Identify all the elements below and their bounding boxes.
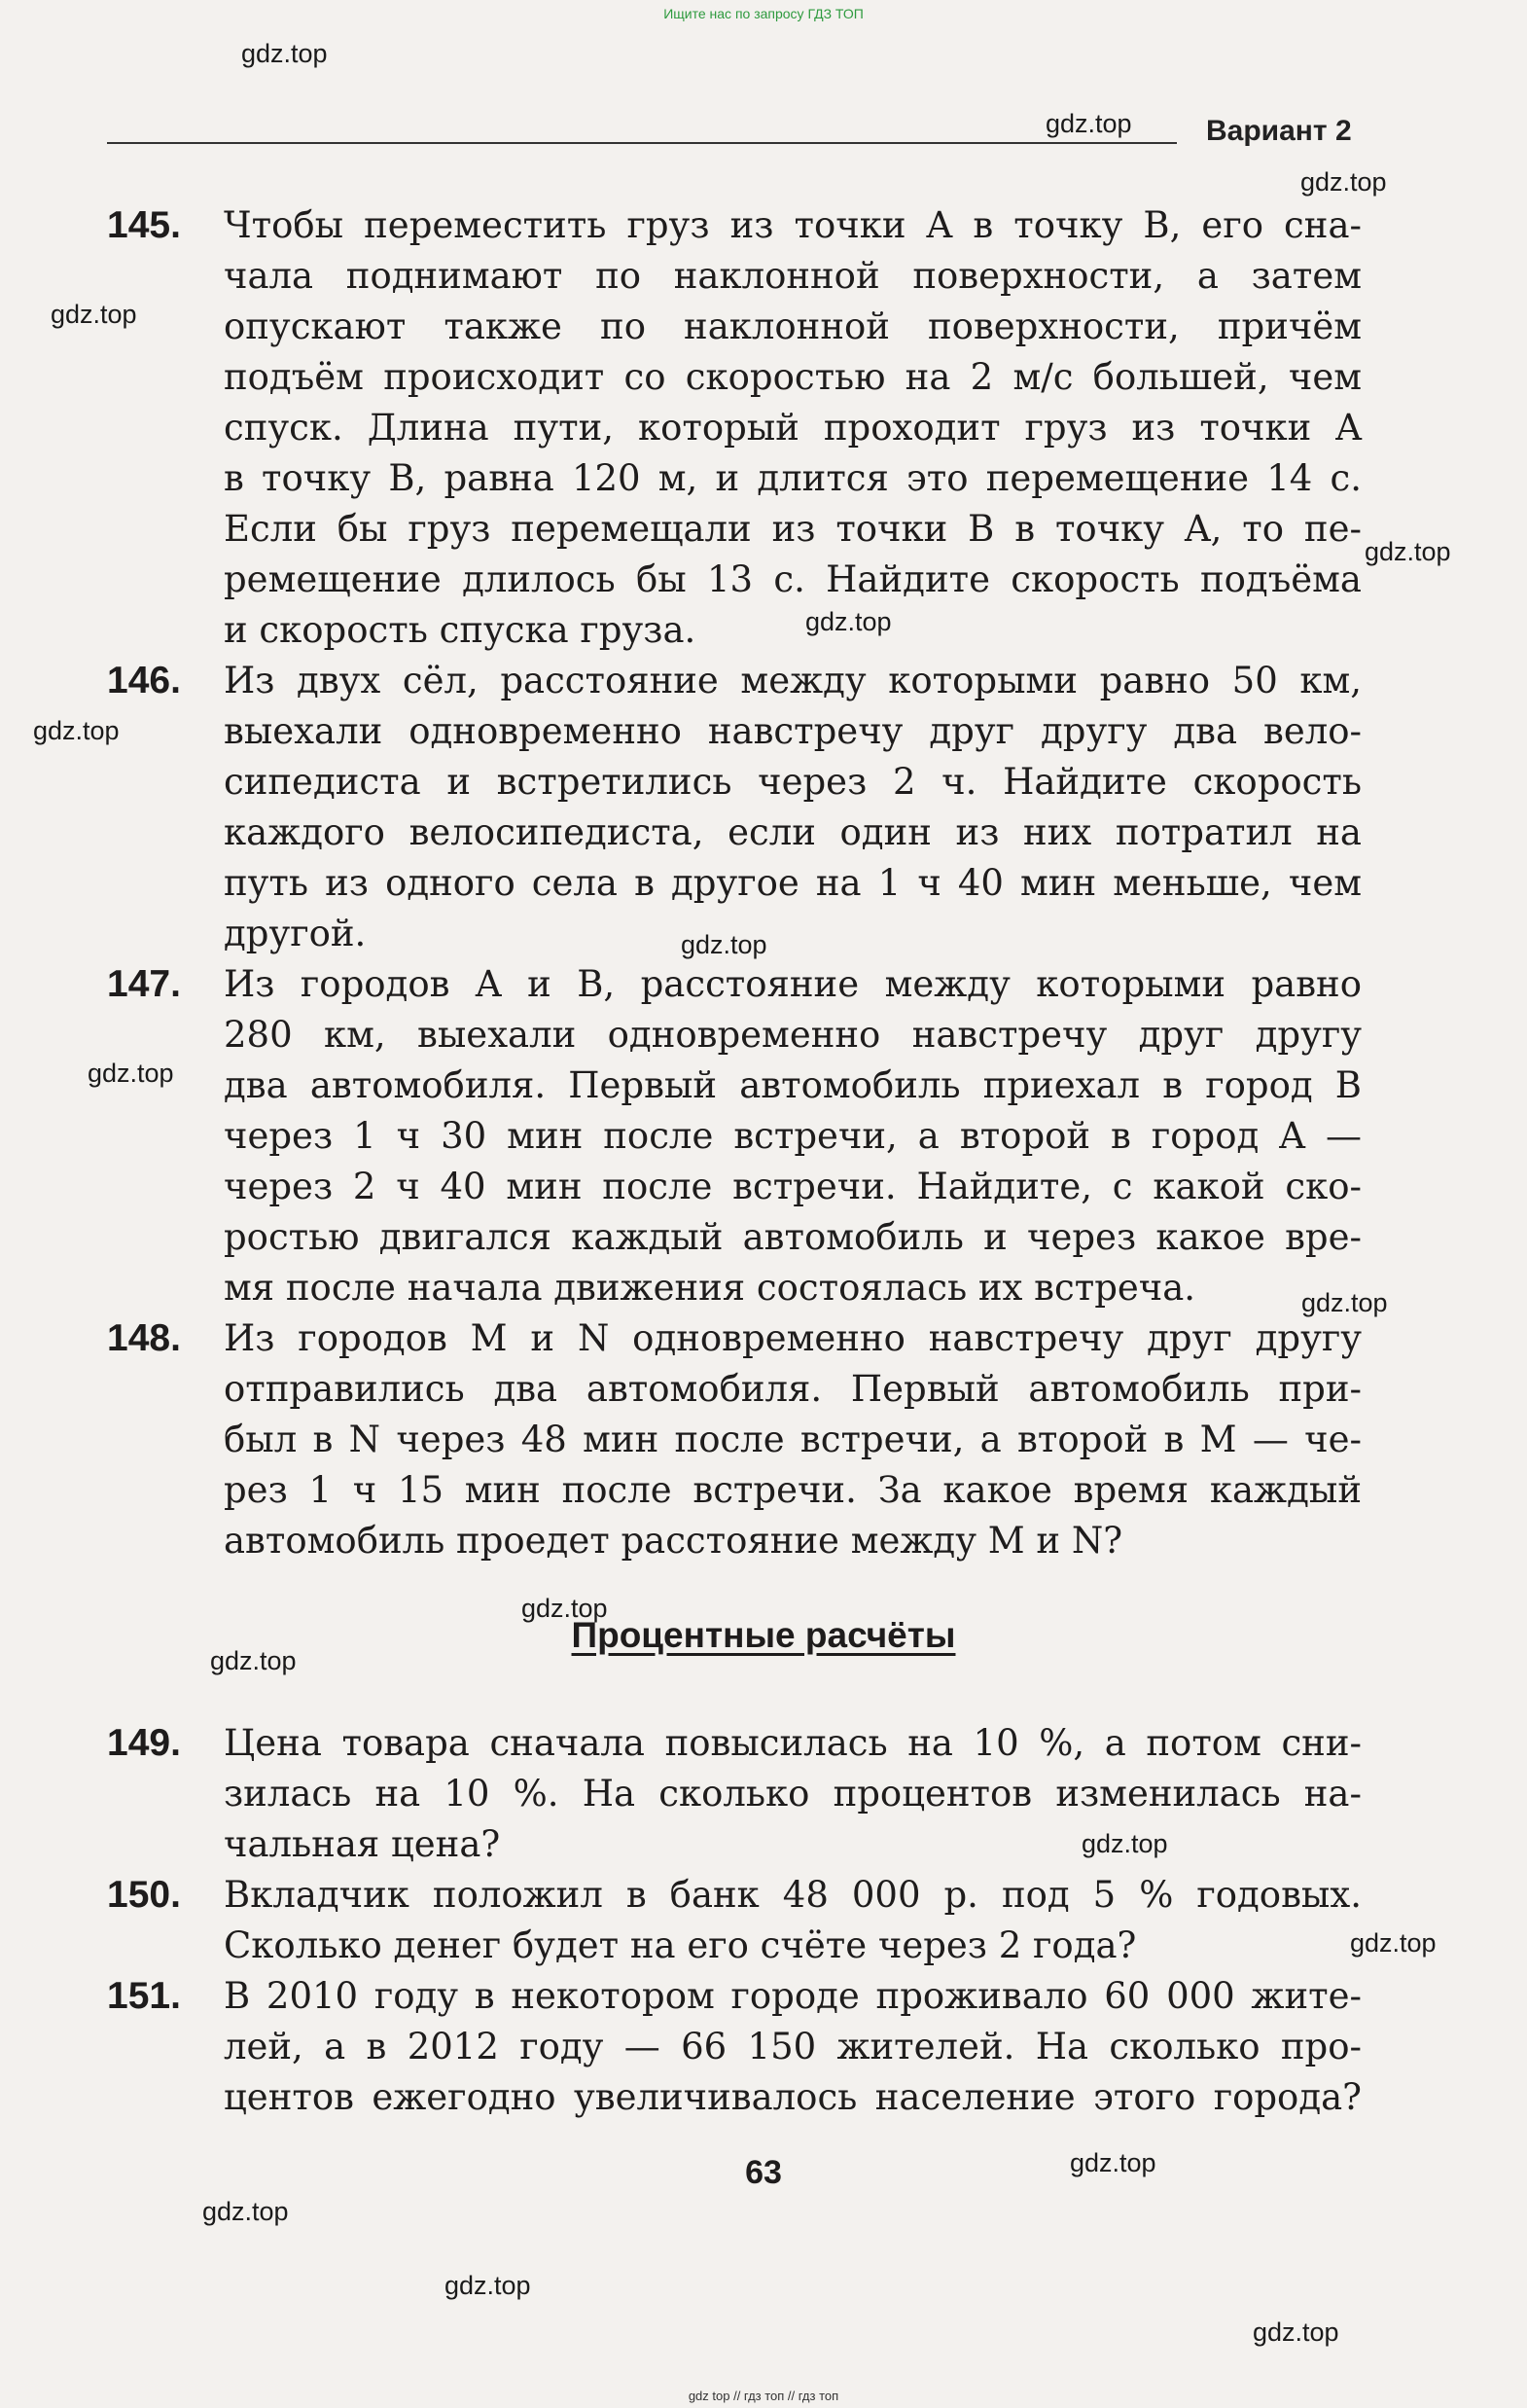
- watermark: gdz.top: [1365, 537, 1451, 566]
- problem-text: [224, 959, 1362, 1313]
- problem-text: [224, 1870, 1362, 1971]
- problem-text: [224, 1313, 1362, 1566]
- text-line: отправились два автомобиля. Первый автомобиль при-: [224, 1368, 1362, 1410]
- watermark: gdz.top: [51, 300, 137, 329]
- watermark: gdz.top: [33, 716, 120, 745]
- problem-145: [0, 200, 1527, 656]
- text-line: автомобиль проедет расстояние между M и N?: [224, 1520, 1123, 1562]
- text-line: другой.: [224, 913, 367, 954]
- watermark: gdz.top: [1350, 1928, 1437, 1958]
- text-line: Если бы груз перемещали из точки B в точку A, то пе-: [224, 508, 1362, 550]
- problem-number: 146.: [107, 660, 181, 701]
- watermark: gdz.top: [241, 39, 328, 68]
- text-line: ростью двигался каждый автомобиль и через какое вре-: [224, 1216, 1362, 1258]
- problem-148: [0, 1313, 1527, 1566]
- watermark: gdz.top: [202, 2197, 289, 2226]
- text-line: путь из одного села в другое на 1 ч 40 мин меньше, чем: [224, 862, 1362, 904]
- text-line: и скорость спуска груза.: [224, 609, 696, 651]
- text-line: сипедиста и встретились через 2 ч. Найдите скорость: [224, 761, 1362, 803]
- problem-number: 148.: [107, 1317, 181, 1359]
- text-line: через 1 ч 30 мин после встречи, а второй в город A —: [224, 1115, 1362, 1157]
- problem-number: 145.: [107, 204, 181, 246]
- page-number: 63: [745, 2154, 782, 2191]
- watermark: gdz.top: [521, 1594, 608, 1623]
- watermark: gdz.top: [1046, 109, 1132, 138]
- text-line: был в N через 48 мин после встречи, а второй в M — че-: [224, 1419, 1362, 1460]
- text-line: опускают также по наклонной поверхности, причём: [224, 305, 1362, 347]
- text-line: центов ежегодно увеличивалось население этого города?: [224, 2076, 1362, 2118]
- text-line: Сколько денег будет на его счёте через 2 года?: [224, 1924, 1137, 1966]
- text-line: Из двух сёл, расстояние между которыми равно 50 км,: [224, 660, 1362, 701]
- text-line: в точку B, равна 120 м, и длится это перемещение 14 с.: [224, 457, 1362, 499]
- watermark: gdz.top: [1300, 167, 1387, 197]
- watermark: gdz.top: [805, 607, 892, 636]
- problem-text: [224, 656, 1362, 959]
- text-line: через 2 ч 40 мин после встречи. Найдите, с какой ско-: [224, 1166, 1362, 1207]
- text-line: рез 1 ч 15 мин после встречи. За какое время каждый: [224, 1469, 1362, 1511]
- problem-text: [224, 1718, 1362, 1870]
- top-promo-note: Ищите нас по запросу ГДЗ ТОП: [663, 6, 864, 21]
- watermark: gdz.top: [1301, 1288, 1388, 1317]
- text-line: лей, а в 2012 году — 66 150 жителей. На сколько про-: [224, 2026, 1362, 2067]
- text-line: каждого велосипедиста, если один из них потратил на: [224, 811, 1362, 853]
- section-title: Процентные расчёты: [571, 1615, 956, 1655]
- text-line: чальная цена?: [224, 1823, 501, 1865]
- variant-heading: Вариант 2: [1206, 115, 1352, 147]
- problem-text: [224, 1971, 1362, 2123]
- problem-number: 147.: [107, 963, 181, 1005]
- text-line: В 2010 году в некотором городе проживало 60 000 жите-: [224, 1975, 1362, 2017]
- problem-151: [0, 1971, 1527, 2123]
- problem-number: 150.: [107, 1874, 181, 1916]
- text-line: 280 км, выехали одновременно навстречу друг другу: [224, 1014, 1362, 1056]
- text-line: спуск. Длина пути, который проходит груз из точки A: [224, 407, 1362, 449]
- text-line: зилась на 10 %. На сколько процентов изменилась на-: [224, 1773, 1362, 1815]
- problem-number: 149.: [107, 1722, 181, 1764]
- text-line: чала поднимают по наклонной поверхности, а затем: [224, 255, 1362, 297]
- text-line: Чтобы переместить груз из точки A в точку B, его сна-: [224, 204, 1362, 246]
- problem-text: [224, 200, 1362, 656]
- watermark: gdz.top: [681, 930, 767, 959]
- text-line: выехали одновременно навстречу друг другу два вело-: [224, 710, 1362, 752]
- text-line: Цена товара сначала повысилась на 10 %, а потом сни-: [224, 1722, 1362, 1764]
- text-line: Из городов A и B, расстояние между которыми равно: [224, 963, 1362, 1005]
- watermark: gdz.top: [1253, 2318, 1339, 2347]
- bottom-note: gdz top // гдз топ // гдз топ: [688, 2389, 839, 2403]
- problem-147: [0, 959, 1527, 1313]
- watermark: gdz.top: [88, 1059, 174, 1088]
- text-line: Из городов M и N одновременно навстречу друг другу: [224, 1317, 1362, 1359]
- text-line: подъём происходит со скоростью на 2 м/с большей, чем: [224, 356, 1362, 398]
- problem-150: [0, 1870, 1527, 1971]
- watermark: gdz.top: [444, 2271, 531, 2300]
- watermark: gdz.top: [210, 1646, 297, 1675]
- text-line: Вкладчик положил в банк 48 000 р. под 5 % годовых.: [224, 1874, 1362, 1916]
- watermark: gdz.top: [1082, 1829, 1168, 1858]
- header-rule: [107, 142, 1177, 144]
- watermark: gdz.top: [1070, 2148, 1156, 2177]
- text-line: два автомобиля. Первый автомобиль приехал в город B: [224, 1064, 1362, 1106]
- problem-149: [0, 1718, 1527, 1870]
- problem-number: 151.: [107, 1975, 181, 2017]
- text-line: мя после начала движения состоялась их встреча.: [224, 1267, 1196, 1309]
- problem-146: [0, 656, 1527, 959]
- text-line: ремещение длилось бы 13 с. Найдите скорость подъёма: [224, 558, 1362, 600]
